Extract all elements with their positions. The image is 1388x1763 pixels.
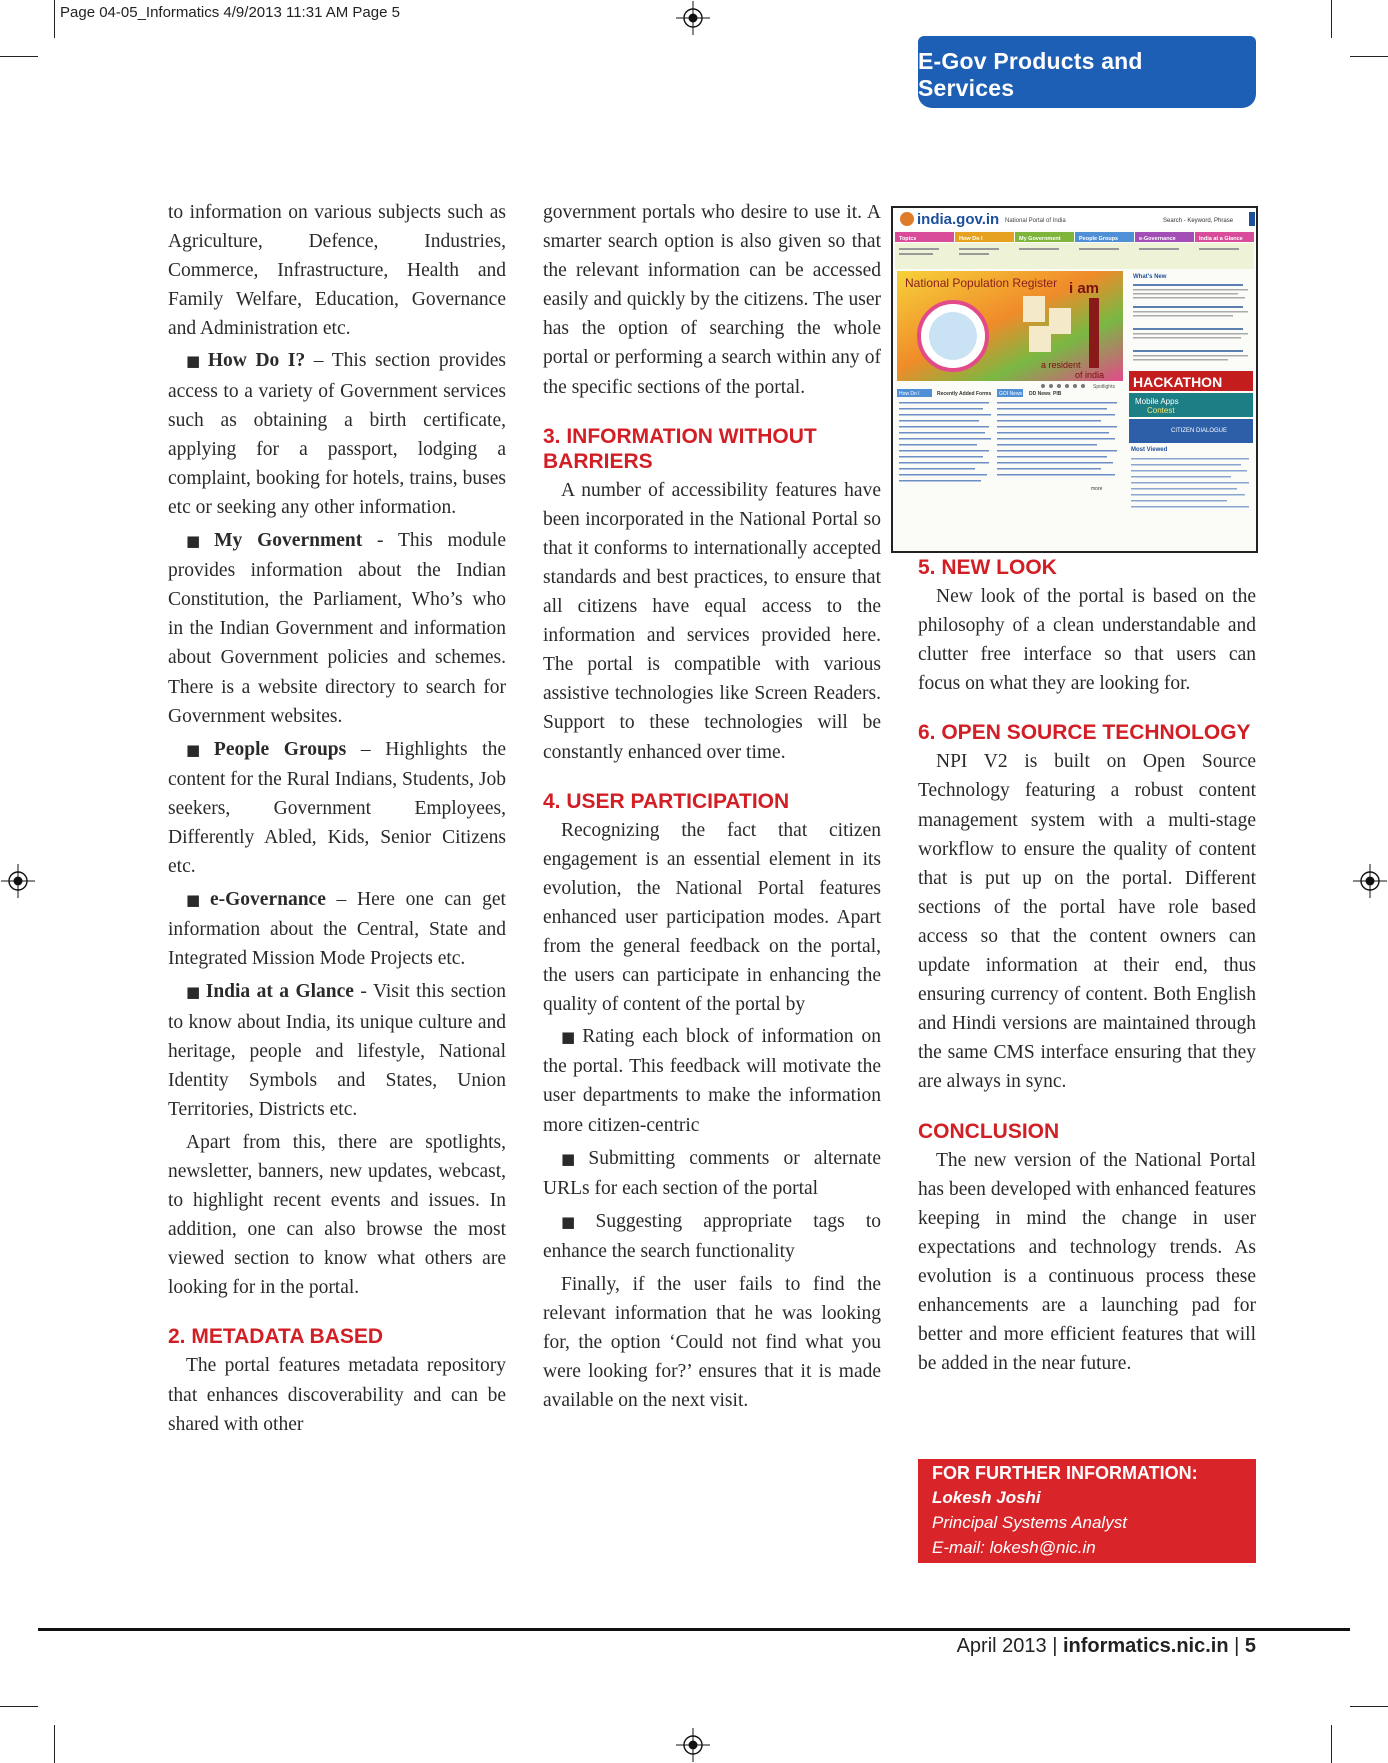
registration-mark-icon bbox=[1, 864, 35, 898]
column-1 bbox=[168, 198, 506, 1442]
item-term: India at a Glance bbox=[205, 981, 354, 1003]
section-tab bbox=[918, 36, 1256, 108]
section-heading: 5. NEW LOOK bbox=[918, 556, 1057, 579]
more-link: more bbox=[1091, 486, 1103, 492]
contact-title: Principal Systems Analyst bbox=[932, 1513, 1127, 1532]
crop-mark bbox=[1350, 1706, 1388, 1707]
banner-title: National Population Register bbox=[905, 276, 1058, 290]
footer-site: informatics.nic.in bbox=[1062, 1635, 1229, 1657]
portal-nav-item: Topics bbox=[899, 236, 917, 242]
portal-nav-item: India at a Glance bbox=[1199, 236, 1243, 242]
item-text: Suggesting appropriate tags to enhance the search functionality bbox=[543, 1210, 881, 1262]
hackathon-label: HACKATHON bbox=[1133, 374, 1223, 390]
section-heading: 4. USER PARTICIPATION bbox=[543, 789, 790, 813]
paragraph: Apart from this, there are spotlights, newsletter, banners, new updates, webcast, to highlight recent events and issues. In addition, one can also browse the most viewed section to know what others are looking for in the portal. bbox=[168, 1131, 506, 1299]
portal-nav-item: How Do I bbox=[959, 236, 983, 242]
crop-mark bbox=[1331, 1725, 1332, 1763]
registration-mark-icon bbox=[676, 1, 710, 35]
emblem-icon bbox=[900, 212, 914, 226]
crop-mark bbox=[54, 0, 55, 38]
paragraph: New look of the portal is based on the philosophy of a clean understandable and clutter free interface so that users can focus on what they are looking for. bbox=[918, 586, 1256, 695]
contact-box bbox=[918, 1459, 1256, 1563]
contact-name: Lokesh Joshi bbox=[932, 1488, 1041, 1507]
banner-i-am: i am bbox=[1069, 280, 1100, 297]
list-item: ■ Submitting comments or alternate URLs for each section of the portal bbox=[543, 1147, 881, 1199]
item-text: Rating each block of information on the portal. This feedback will motivate the user departments to make the information more citizen-centric bbox=[543, 1026, 881, 1136]
banner-of-india: of india bbox=[1075, 370, 1105, 380]
section-heading: CONCLUSION bbox=[918, 1119, 1060, 1143]
item-term: My Government bbox=[214, 530, 363, 552]
paragraph: to information on various subjects such as Agriculture, Defence, Industries, Commerce, Infrastructure, Health and Family Welfare, Education, Governance and Administration etc. bbox=[168, 202, 506, 340]
section-heading: 2. METADATA BASED bbox=[168, 1325, 384, 1349]
item-term: People Groups bbox=[213, 738, 347, 760]
portal-tab: DD News bbox=[1029, 391, 1051, 397]
footer-rule bbox=[38, 1628, 1350, 1631]
footer bbox=[957, 1635, 1256, 1658]
portal-tab: How Do I bbox=[899, 391, 920, 397]
registration-mark-icon bbox=[676, 1728, 710, 1762]
item-text: - This module provides information about the Indian Constitution, the Parliament, Who’s who in the Indian Government and information about Government policies and schemes. There is a website directory to search for Government websites. bbox=[168, 530, 506, 727]
paragraph: Finally, if the user fails to find the relevant information that he was looking for, the option ‘Could not find what you were looking for?’ ensures that it is made available on the next visit. bbox=[543, 1274, 881, 1412]
citizen-dialogue-label: CITIZEN DIALOGUE bbox=[1171, 428, 1228, 434]
banner-resident: a resident bbox=[1041, 360, 1081, 370]
section-heading: 3. INFORMATION WITHOUT BARRIERS bbox=[543, 424, 817, 473]
paragraph: A number of accessibility features have been incorporated in the National Portal so that it conforms to internationally accepted standards and best practices, to ensure that all citizens have equal access to the information and services provided here. The portal is compatible with various assistive technologies like Screen Readers. Support to these technologies will be constantly enhanced over time. bbox=[543, 479, 881, 763]
portal-tab: GOI News bbox=[999, 391, 1023, 397]
list-item: ■ People Groups – Highlights the content for the Rural Indians, Students, Job seekers, Government Employees, Differently Abled, Kids, Senior Citizens etc. bbox=[168, 738, 506, 878]
mobile-apps-label: Mobile Apps bbox=[1135, 397, 1179, 406]
registration-mark-icon bbox=[1353, 864, 1387, 898]
column-2 bbox=[543, 198, 881, 1418]
item-text: – Highlights the content for the Rural Indians, Students, Job seekers, Government Employees, Differently Abled, Kids, Senior Citizens etc. bbox=[168, 738, 506, 878]
portal-logo: india.gov.in bbox=[917, 211, 1000, 228]
paragraph: NPI V2 is built on Open Source Technology featuring a robust content management system with a multi-stage workflow to ensure the quality of content that is put up on the portal. Different sections of the portal have role based access so that the content owners can update information at their end, thus ensuring currency of content. Both English and Hindi versions are maintained through the same CMS interface ensuring that they are always in sync. bbox=[918, 751, 1256, 1093]
paragraph: Recognizing the fact that citizen engagement is an essential element in its evolution, the National Portal features enhanced user participation modes. Apart from the general feedback on the portal, the users can participate in enhancing the quality of content of the portal by bbox=[543, 819, 881, 1016]
footer-separator: | bbox=[1228, 1635, 1245, 1657]
list-item: ■ How Do I? – This section provides access to a variety of Government services such as obtaining a birth certificate, applying for a passport, lodging a complaint, booking for hotels, trains, buses etc or seeking any other information. bbox=[168, 350, 506, 518]
contact-email: E-mail: lokesh@nic.in bbox=[932, 1538, 1096, 1557]
list-item: ■ Suggesting appropriate tags to enhance the search functionality bbox=[543, 1210, 881, 1262]
section-heading: 6. OPEN SOURCE TECHNOLOGY bbox=[918, 721, 1251, 745]
portal-nav-item: My Government bbox=[1019, 236, 1061, 242]
item-text: - Visit this section to know about India, its unique culture and heritage, people and lifestyle, National Identity Symbols and States, Union Territories, Districts etc. bbox=[168, 981, 506, 1120]
portal-nav-item: e-Governance bbox=[1139, 236, 1176, 242]
paragraph: The new version of the National Portal has been developed with enhanced features keeping in mind the change in user expectations and technology trends. As evolution is a continuous process these enhancements are a launching pad for better and more efficient features that will be added in the near future. bbox=[918, 1149, 1256, 1375]
contact-heading: FOR FURTHER INFORMATION: bbox=[932, 1463, 1198, 1483]
portal-search: Search - Keyword, Phrase bbox=[1163, 218, 1234, 224]
item-text: – This section provides access to a variety of Government services such as obtaining a birth certificate, applying for a passport, lodging a complaint, booking for hotels, trains, buses etc or seeking any other information. bbox=[168, 350, 506, 518]
list-item: ■ India at a Glance - Visit this section to know about India, its unique culture and heritage, people and lifestyle, National Identity Symbols and States, Union Territories, Districts etc. bbox=[168, 981, 506, 1120]
portal-tagline: National Portal of India bbox=[1005, 218, 1066, 224]
column-3 bbox=[918, 555, 1256, 1381]
crop-mark bbox=[1350, 56, 1388, 57]
portal-tab: PIB bbox=[1053, 391, 1062, 397]
list-item: ■ e-Governance – Here one can get information about the Central, State and Integrated Mission Mode Projects etc. bbox=[168, 889, 506, 970]
portal-screenshot bbox=[891, 206, 1258, 553]
footer-issue: April 2013 | bbox=[956, 1635, 1063, 1657]
whats-new-label: What's New bbox=[1133, 274, 1167, 280]
portal-tab: Recently Added Forms bbox=[937, 391, 992, 397]
print-slug: Page 04-05_Informatics 4/9/2013 11:31 AM Page 5 bbox=[60, 4, 400, 21]
page-number: 5 bbox=[1244, 1635, 1256, 1657]
crop-mark bbox=[1331, 0, 1332, 38]
portal-nav-item: People Groups bbox=[1079, 236, 1119, 242]
paragraph: government portals who desire to use it. A smarter search option is also given so that the relevant information can be accessed easily and quickly by the citizens. The user has the option of searching the whole portal or performing a search within any of the specific sections of the portal. bbox=[543, 202, 881, 398]
item-text: – Here one can get information about the Central, State and Integrated Mission Mode Projects etc. bbox=[168, 889, 506, 970]
contest-label: Contest bbox=[1147, 406, 1175, 415]
item-term: How Do I? bbox=[207, 350, 306, 372]
item-text: Submitting comments or alternate URLs for each section of the portal bbox=[543, 1147, 881, 1199]
paragraph: The portal features metadata repository that enhances discoverability and can be shared with other bbox=[168, 1355, 506, 1435]
list-item: ■ My Government - This module provides information about the Indian Constitution, the Parliament, Who’s who in the Indian Government and information about Government policies and schemes. There is a website directory to search for Government websites. bbox=[168, 530, 506, 727]
list-item: ■ Rating each block of information on the portal. This feedback will motivate the user departments to make the information more citizen-centric bbox=[543, 1026, 881, 1136]
item-term: e-Governance bbox=[209, 889, 326, 911]
crop-mark bbox=[0, 56, 38, 57]
crop-mark bbox=[0, 1706, 38, 1707]
most-viewed-label: Most Viewed bbox=[1131, 447, 1168, 453]
crop-mark bbox=[54, 1725, 55, 1763]
spotlights-label: Spotlights bbox=[1093, 384, 1115, 390]
section-tab-label: E-Gov Products and Services bbox=[918, 48, 1143, 101]
